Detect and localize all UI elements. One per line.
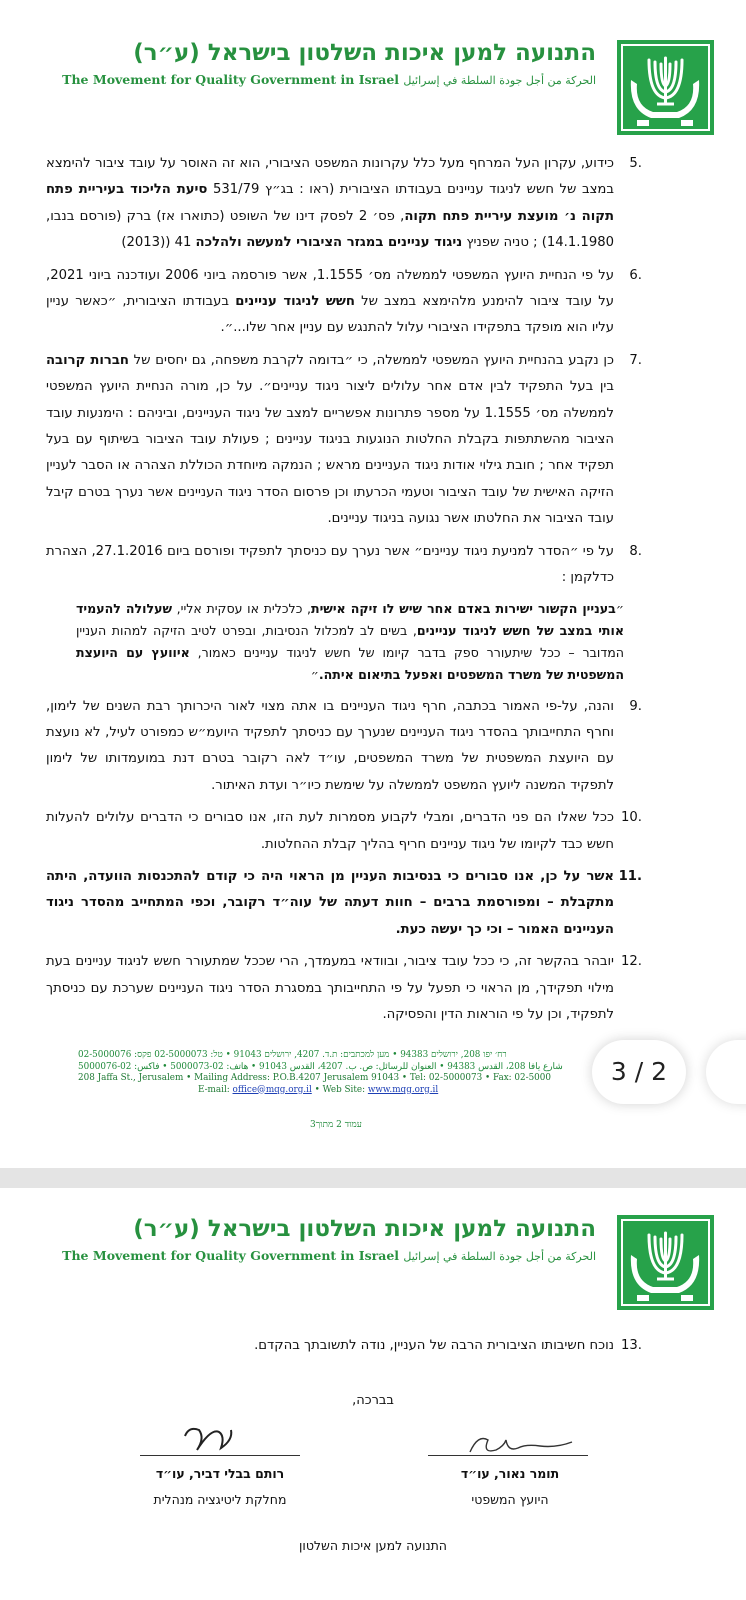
text-run: חשש לניגוד עניינים (235, 294, 355, 310)
text-run: כן נקבע בהנחיית היועץ המשפטי לממשלה, כי ״בדומה לקרבת משפחה, גם יחסים של (128, 352, 614, 368)
paragraph-text (46, 151, 614, 257)
footer-address-hebrew: רח׳ יפו 208, ירושלים 94383 • מען למכתבים: ת.ד. 4207, ירושלים 91043 • טל: 02-5000073 פקס: 02-5000076 (78, 1050, 507, 1060)
signer-title-1: היועץ המשפטי (471, 1492, 549, 1507)
letterhead (0, 0, 746, 130)
email-label: E-mail: (198, 1084, 230, 1095)
text-run: בעבודתו הציבורית, ״כאשר עניין עליו הוא מופקד בתפקידו הציבורי עלול להתנגש עם עניין אחר שלו...״. (46, 294, 614, 336)
paragraph-10 (46, 805, 642, 858)
letterhead-footer (78, 1050, 618, 1096)
footer-address-arabic: شارع يافا 208، القدس 94383 • العنوان للرسائل: ص. ب. 4207، القدس 91043 • هاتف: 02-5000073 • فاكس: 02-5000076 (78, 1061, 563, 1072)
org-signature-footer: התנועה למען איכות השלטון (299, 1538, 447, 1553)
paragraph-text (46, 694, 614, 800)
paragraph-6 (46, 263, 642, 342)
org-name-arabic: الحركة من أجل جودة السلطة في إسرائيل (403, 1250, 596, 1263)
text-run: ניגוד עניינים במגזר הציבורי למעשה ולהלכה (195, 235, 463, 251)
text-run: אשר על כן, אנו סבורים כי בנסיבות העניין מן הראוי היה כי קודם להתכנסות הוועדה, היתה מתקבלת – ומפורסמת ברבים – חוות דעתה של עוה״ד רקובר, וכפי המתחייב מהסדר ניגוד העניינים האמור – וכי כך יעשה כעת. (46, 868, 614, 937)
letter-body-page-2 (46, 1333, 642, 1365)
paragraph-number: .8 (629, 543, 642, 559)
org-name-english-line (36, 72, 596, 87)
paragraph-text (46, 348, 614, 533)
paragraph-9 (46, 694, 642, 800)
next-page-thumbnail[interactable] (706, 1040, 746, 1104)
org-name-english-line (36, 1248, 596, 1263)
paragraph-text (46, 539, 614, 592)
text-run: על פי הנחיית היועץ המשפטי לממשלה מס׳ 1.1555, אשר פורסמה ביוני 2006 ועודכנה ביוני 2021, על עובד ציבור להימנע מלהימצא במצב של (46, 267, 614, 310)
text-run: , פס׳ 2 לפסק דינו של השופט (כתוארו אז) ברק (פורסם בנבו, 14.1.1980) ; טניה שפניץ (46, 208, 614, 251)
org-name-arabic: الحركة من أجل جودة السلطة في إسرائيل (403, 74, 596, 87)
paragraph-text (46, 805, 614, 858)
signer-title-2: מחלקת ליטיגציה מנהלית (153, 1492, 287, 1507)
page-number-label: עמוד 2 מתוך3 (310, 1120, 362, 1130)
paragraph-text (46, 949, 614, 1028)
greeting: בברכה, (352, 1393, 394, 1408)
text-run: ככל שאלו הם פני הדברים, ומבלי לקבוע מסמרות לעת הזו, אנו סבורים כי הדברים עלולים להעלות חשש כבד לקיומו של ניגוד עניינים חריף בהליך קבלת ההחלטות. (46, 810, 614, 852)
paragraph-number: .13 (621, 1338, 642, 1353)
paragraph-12 (46, 949, 642, 1028)
text-run: יובהר בהקשר זה, כי ככל עובד ציבור, ובוודאי במעמדך, הרי שככל שמתעורר חשש לניגוד עניינים בעת מילוי תפקידך, מן הראוי כי תפעל על פי התחייבותך במסגרת הסדר ניגוד העניינים שערכת עם כניסתך לתפקיד, וכן על פי הוראות הדין והפסיקה. (46, 954, 614, 1022)
paragraph-11 (46, 864, 642, 943)
text-run: שעלולה להעמיד אותי במצב של חשש לניגוד עניינים (76, 600, 624, 638)
paragraph-number: .5 (629, 156, 642, 171)
text-run: כידוע, עקרון העל המרחף מעל כלל עקרונות המשפט הציבורי, הוא זה האוסר על עובד ציבור להימצא במצב של חשש לניגוד עניינים בעבודתו הציבורית (ראו : בג״ץ 531/79 (46, 156, 614, 198)
paragraph-number: .9 (629, 698, 642, 714)
paragraph-5 (46, 151, 642, 257)
letter-body-page-1 (46, 151, 642, 1034)
menorah-logo-icon (617, 40, 714, 135)
signature-line (140, 1455, 300, 1456)
paragraph-7 (46, 348, 642, 533)
paragraph-number: .10 (621, 810, 642, 826)
org-name-hebrew: התנועה למען איכות השלטון בישראל (ע״ר) (133, 1216, 596, 1242)
email-link[interactable]: office@mqg.org.il (232, 1084, 312, 1095)
text-run: חברות קרובה (46, 352, 129, 368)
text-run: ״ (310, 666, 319, 682)
paragraph-13 (46, 1333, 642, 1359)
text-run: על פי ״הסדר למניעת ניגוד עניינים״ אשר נערך עם כניסתך לתפקיד ופורסם ביום 27.1.2016, הצהרת כדלקמן : (46, 543, 614, 586)
paragraph-number: .12 (621, 954, 642, 970)
page-indicator[interactable]: 3 / 2 (592, 1040, 686, 1104)
text-run: בעניין הקשור ישירות באדם אחר שיש לו זיקה אישית (310, 600, 616, 616)
text-run: סיעת הליכוד בעיריית פתח תקוה נ׳ מועצת עיריית פתח תקוה (46, 182, 614, 224)
letterhead-page-2 (0, 1188, 746, 1318)
text-run: איוועץ עם היועצת המשפטית של משרד המשפטים ואפעל בתיאום איתה. (76, 644, 624, 682)
paragraph-number: .7 (629, 352, 642, 368)
text-run: בין בעל התפקיד לבין אדם אחר עלולים ליצור ניגוד עניינים״. על כן, מורה הנחיית היועץ המשפטי לממשלה מס׳ 1.1555 על מספר פתרונות אפשריים למצב של ניגוד העניינים, וביניהם : הימנעות עובד הציבור מהשתתפות בקבלת החלטות הנוגעות בניגוד עניינים ; פעולת עובד הציבור בשיתוף עם בעל תפקיד אחר ; חובת גילוי אודות ניגוד העניינים מראש ; הנמקה מיוחדת הכוללת הצהרה או הסבר לעניין הזיקה האישית של עובד הציבור וטעמי הכרעתו וכן פרסום הסדר ניגוד העניינים אשר נערך בטרם קיבל עובד הציבור את החלטתו אשר נגועה בניגוד עניינים. (46, 379, 614, 527)
paragraph-text: נוכח חשיבותו הציבורית הרבה של העניין, נודה לתשובתך בהקדם. (254, 1338, 614, 1353)
signature-line (428, 1455, 588, 1456)
text-run: , כלכלית או עסקית אליי, (172, 600, 311, 616)
paragraph-number: .6 (629, 267, 642, 283)
org-name-english: The Movement for Quality Government in Israel (62, 72, 400, 87)
text-run: , בשים לב למכלול הנסיבות, ובפרט לטיב הזיקה למהות העניין המדובר – ככל שיתעורר ספק בדבר קיומו של חשש לניגוד עניינים כאמור, (76, 622, 624, 660)
paragraph-text (46, 864, 614, 943)
paragraph-8 (46, 539, 642, 592)
org-name-english: The Movement for Quality Government in Israel (62, 1248, 400, 1263)
footer-contact (78, 1085, 618, 1097)
signature-rotem-bavli-dvir (175, 1422, 245, 1462)
website-label: • Web Site: (314, 1084, 366, 1095)
signer-name-1: תומר נאור, עו״ד (460, 1466, 560, 1481)
org-name-hebrew: התנועה למען איכות השלטון בישראל (ע״ר) (133, 40, 596, 66)
paragraph-number: .11 (618, 868, 642, 884)
block-quote-declaration (76, 598, 624, 686)
paragraph-text (46, 263, 614, 342)
signature-tomer-naor (460, 1426, 580, 1462)
website-link[interactable]: www.mqg.org.il (367, 1084, 439, 1095)
signer-name-2: רותם בבלי דביר, עו״ד (155, 1466, 285, 1481)
text-run: ״ (615, 600, 624, 616)
text-run: והנה, על-פי האמור בכתבה, חרף ניגוד העניינים בו אתה מצוי לאור היכרותך רבת השנים של לימון, וחרף התחייבותך בהסדר ניגוד העניינים שנערך עם כניסתך לתפקיד היועמ״ש כמפורט לעיל, לא נועצת עם היועצת המשפטית של משרד המשפטים, עו״ד לאה רקובר בטרם דנת במועמדותו של לימון לתפקיד המשנה ליועץ המשפט לממשלה על שימשת כיו״ר ועדת האיתור. (46, 698, 614, 793)
menorah-logo-icon (617, 1215, 714, 1310)
document-page-2 (0, 1188, 746, 1600)
footer-address-english: 208 Jaffa St., Jerusalem • Mailing Address: P.O.B.4207 Jerusalem 91043 • Tel: 02-5000073 • Fax: 02-5000 (78, 1073, 551, 1083)
text-run: 41 ((2013) (121, 235, 196, 251)
